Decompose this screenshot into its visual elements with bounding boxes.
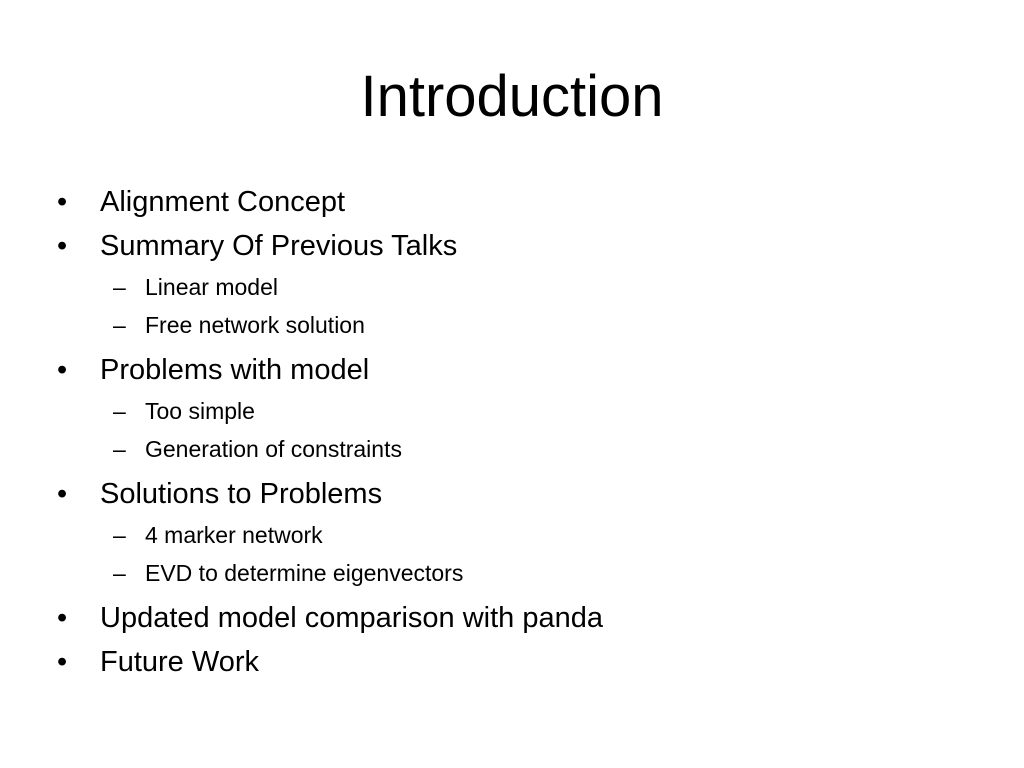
bullet-item: [57, 224, 997, 348]
sub-item-text: EVD to determine eigenvectors: [145, 560, 464, 586]
sub-list: [57, 268, 997, 348]
bullet-icon: •: [57, 602, 68, 634]
bullet-icon: •: [57, 354, 68, 386]
dash-icon: –: [113, 522, 126, 548]
bullet-text: Alignment Concept: [100, 186, 346, 218]
dash-icon: –: [113, 398, 126, 424]
dash-icon: –: [113, 560, 126, 586]
sub-item-text: 4 marker network: [145, 522, 323, 548]
bullet-list: [57, 180, 997, 684]
sub-list: [57, 516, 997, 596]
bullet-text: Future Work: [100, 646, 260, 678]
bullet-item: [57, 596, 997, 640]
sub-item: [113, 554, 997, 592]
bullet-text: Problems with model: [100, 354, 370, 386]
sub-item-text: Free network solution: [145, 312, 365, 338]
sub-item-text: Generation of constraints: [145, 436, 402, 462]
sub-item: [113, 268, 997, 306]
bullet-text: Updated model comparison with panda: [100, 602, 603, 634]
dash-icon: –: [113, 312, 126, 338]
sub-list: [57, 392, 997, 472]
bullet-item: [57, 348, 997, 472]
dash-icon: –: [113, 274, 126, 300]
slide-title: Introduction: [360, 64, 664, 129]
bullet-text: Solutions to Problems: [100, 478, 383, 510]
bullet-icon: •: [57, 230, 68, 262]
sub-item-text: Too simple: [145, 398, 255, 424]
sub-item: [113, 516, 997, 554]
sub-item: [113, 392, 997, 430]
sub-item-text: Linear model: [145, 274, 278, 300]
bullet-icon: •: [57, 646, 68, 678]
bullet-item: [57, 640, 997, 684]
bullet-icon: •: [57, 478, 68, 510]
bullet-icon: •: [57, 186, 68, 218]
sub-item: [113, 306, 997, 344]
sub-item: [113, 430, 997, 468]
dash-icon: –: [113, 436, 126, 462]
bullet-item: [57, 472, 997, 596]
bullet-text: Summary Of Previous Talks: [100, 230, 458, 262]
bullet-item: [57, 180, 997, 224]
